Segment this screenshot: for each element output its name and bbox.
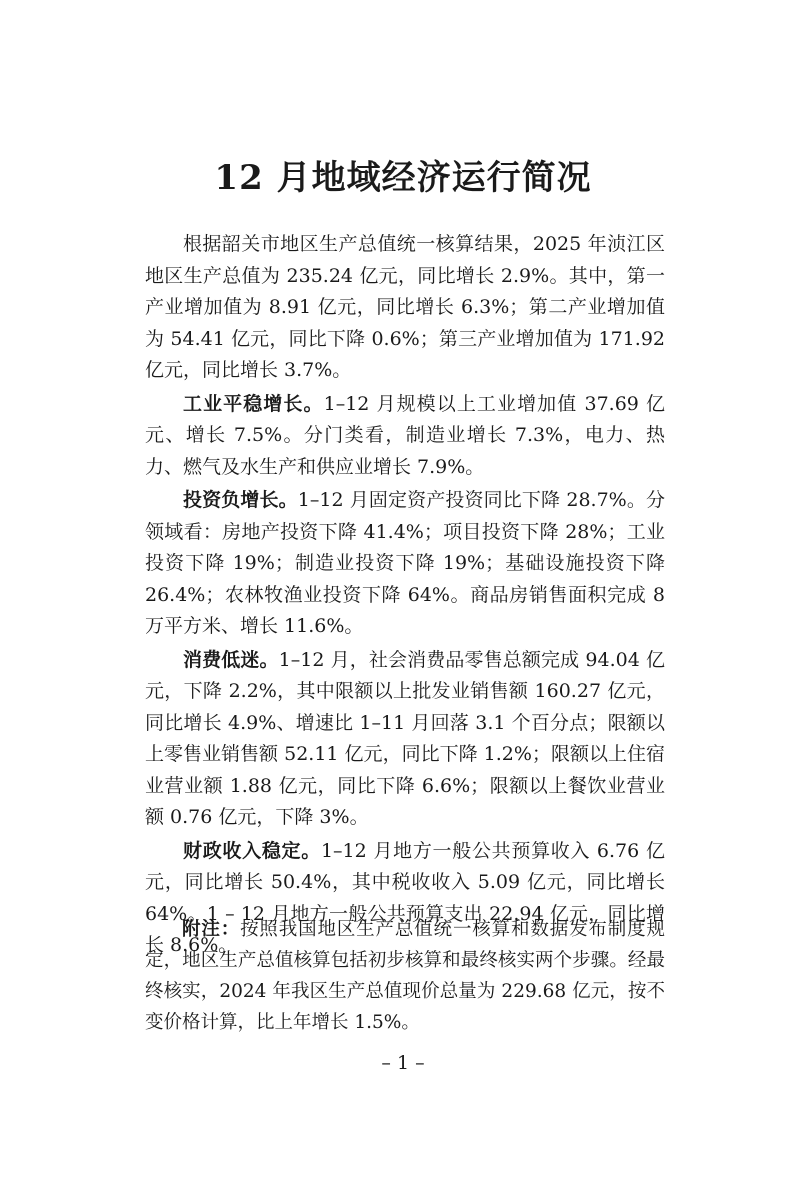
section-heading-consumption: 消费低迷。 <box>183 648 279 671</box>
footnote-text: 按照我国地区生产总值统一核算和数据发布制度规定，地区生产总值核算包括初步核算和最终核实两个步骤。经最终核实，2024 年我区生产总值现价总量为 229.68 亿元，按不变价格计算，比上年增长 1.5%。 <box>145 919 665 1033</box>
section-industry <box>145 389 665 484</box>
section-heading-investment: 投资负增长。 <box>183 489 298 511</box>
document-body <box>145 229 665 962</box>
section-text-finance: 1–12 月地方一般公共预算收入 6.76 亿元，同比增长 50.4%，其中税收收入 5.09 亿元，同比增长 64%。1 – 12 月地方一般公共预算支出 22.94 亿元，同比增长 8.6%。 <box>145 839 665 956</box>
footnote-heading: 附注： <box>182 919 241 940</box>
footnote-paragraph <box>145 914 665 1038</box>
section-text-consumption: 1–12 月，社会消费品零售总额完成 94.04 亿元，下降 2.2%，其中限额以上批发业销售额 160.27 亿元，同比增长 4.9%、增速比 1–11 月回落 3.1 个百分点；限额以上零售业销售额 52.11 亿元，同比下降 1.2%；限额以上住宿业营业额 1.88 亿元，同比下降 6.6%；限额以上餐饮业营业额 0.76 亿元，下降 3%。 <box>145 648 665 828</box>
section-heading-finance: 财政收入稳定。 <box>183 839 321 862</box>
section-investment <box>145 485 665 643</box>
section-text-industry: 1–12 月规模以上工业增加值 37.69 亿元、增长 7.5%。分门类看，制造业增长 7.3%，电力、热力、燃气及水生产和供应业增长 7.9%。 <box>145 392 665 478</box>
intro-paragraph: 根据韶关市地区生产总值统一核算结果，2025 年浈江区地区生产总值为 235.24 亿元，同比增长 2.9%。其中，第一产业增加值为 8.91 亿元，同比增长 6.3%；第二产业增加值为 54.41 亿元，同比下降 0.6%；第三产业增加值为 171.92 亿元，同比增长 3.7%。 <box>145 233 665 381</box>
section-consumption <box>145 645 665 834</box>
page-number: – 1 – <box>381 1052 425 1074</box>
page-title: 12 月地域经济运行简况 <box>214 158 592 198</box>
section-heading-industry: 工业平稳增长。 <box>183 392 324 415</box>
section-text-investment: 1–12 月固定资产投资同比下降 28.7%。分领域看：房地产投资下降 41.4%；项目投资下降 28%；工业投资下降 19%；制造业投资下降 19%；基础设施投资下降 26.4%；农林牧渔业投资下降 64%。商品房销售面积完成 8 万平方米、增长 11.6%。 <box>145 489 665 637</box>
